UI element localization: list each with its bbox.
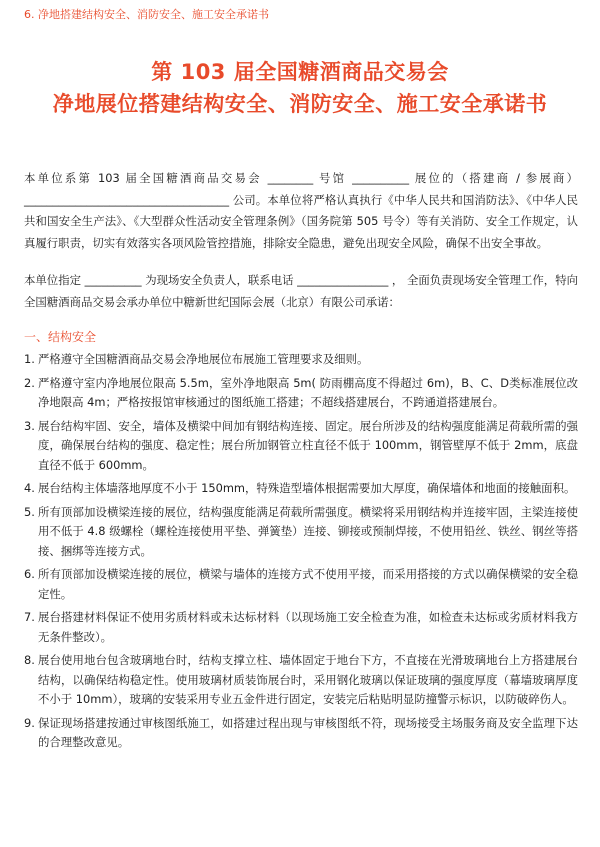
- list-item: [24, 350, 578, 370]
- list-item: [24, 374, 578, 413]
- list-item: [24, 503, 578, 562]
- item-text: 展台结构主体墙落地厚度不小于 150mm，特殊造型墙体根据需要加大厚度，确保墙体和地面的接触面积。: [38, 481, 576, 495]
- list-item: [24, 565, 578, 604]
- list-item: [24, 479, 578, 499]
- item-text: 展台搭建材料保证不使用劣质材料或未达标材料（以现场施工安全检查为准，如检查未达标或劣质材料我方无条件整改）。: [38, 610, 578, 644]
- item-text: 展台使用地台包含玻璃地台时，结构支撑立柱、墙体固定于地台下方，不直接在光滑玻璃地台上方搭建展台结构，以确保结构稳定性。使用玻璃材质装饰展台时，采用钢化玻璃以保证玻璃的强度厚度（幕墙玻璃厚度不小于 10mm），玻璃的安装采用专业五金件进行固定，安装完后粘贴明显防撞警示标识，以防破碎伤人。: [38, 653, 578, 706]
- list-item: [24, 714, 578, 753]
- item-number: 5.: [24, 504, 35, 519]
- title-line-1: 第 103 届全国糖酒商品交易会: [151, 60, 449, 84]
- item-text: 所有顶部加设横梁连接的展位，结构强度能满足荷载所需强度。横梁将采用钢结构并连接牢固，主梁连接使用不低于 4.8 级螺栓（螺栓连接使用平垫、弹簧垫）连接、铆接或预制焊接，不使用铅丝、铁丝、钢丝等搭接、捆绑等连接方式。: [38, 504, 578, 558]
- section-title: 一、结构安全: [24, 330, 97, 344]
- list-item: [24, 417, 578, 476]
- commitment-list: [24, 350, 578, 753]
- item-number: 8.: [24, 653, 35, 667]
- document-body: [24, 168, 578, 757]
- item-text: 严格遵守室内净地展位限高 5.5m，室外净地限高 5m( 防雨棚高度不得超过 6m)，B、C、D类标准展位改净地限高 4m；严格按报馆审核通过的图纸施工搭建；不超线搭建展台，不跨通道搭建展台。: [38, 375, 578, 409]
- paragraph-2: 本单位指定 __________ 为现场安全负责人，联系电话 ________________ ， 全面负责现场安全管理工作，特向全国糖酒商品交易会承办单位中糖新世纪国际会展（北京）有限公司承诺：: [24, 273, 578, 309]
- title-line-2: 净地展位搭建结构安全、消防安全、施工安全承诺书: [52, 92, 548, 116]
- item-number: 3.: [24, 418, 35, 433]
- paragraph-1: 本单位系第 103 届全国糖酒商品交易会 ________ 号馆 __________ 展位的（搭建商 / 参展商）____________________________________ 公司。本单位将严格认真执行《中华人民共和国消防法》、《中华人民共和国安全生产法》、《大型群众性活动安全管理条例》（国务院第 505 号令）等有关消防、安全工作规定，认真履行职责，切实有效落实各项风险管控措施，排除安全隐患，避免出现安全风险，确保不出安全事故。: [24, 171, 578, 250]
- item-text: 所有顶部加设横梁连接的展位，横梁与墙体的连接方式不使用平接，而采用搭接的方式以确保横梁的安全稳定性。: [38, 567, 578, 601]
- item-text: 展台结构牢固、安全，墙体及横梁中间加有钢结构连接、固定。展台所涉及的结构强度能满足荷载所需的强度，确保展台结构的强度、稳定性；展台所加钢管立柱直径不低于 100mm，钢管壁厚不低于 2mm，底盘直径不低于 600mm。: [38, 418, 578, 472]
- item-number: 9.: [24, 715, 35, 730]
- item-number: 4.: [24, 481, 35, 495]
- list-item: [24, 608, 578, 647]
- item-number: 2.: [24, 375, 35, 390]
- header-tag: 6. 净地搭建结构安全、消防安全、施工安全承诺书: [24, 8, 269, 21]
- item-text: 保证现场搭建按通过审核图纸施工，如搭建过程出现与审核图纸不符，现场接受主场服务商及安全监理下达的合理整改意见。: [38, 715, 578, 749]
- list-item: [24, 651, 578, 710]
- item-number: 6.: [24, 567, 35, 581]
- item-number: 1.: [24, 352, 35, 366]
- item-text: 严格遵守全国糖酒商品交易会净地展位布展施工管理要求及细则。: [38, 352, 369, 366]
- item-number: 7.: [24, 610, 35, 624]
